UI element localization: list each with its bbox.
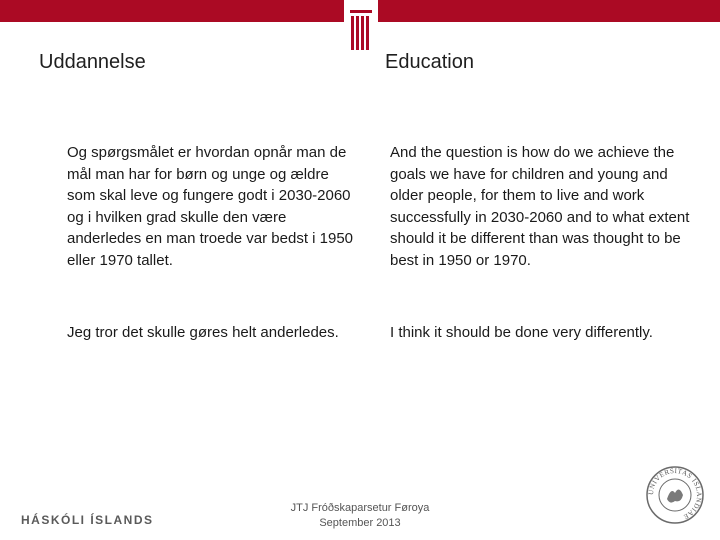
- university-emblem-icon: [344, 0, 378, 52]
- paragraph-danish-question: Og spørgsmålet er hvordan opnår man de mål man har for børn og unge og ældre som skal leve og fungere godt i 2030-2060 og i hvilken grad skulle den være anderledes en man troede var bedst i 1950 eller 1970 tallet.: [67, 144, 354, 269]
- footer-credit: [270, 501, 450, 531]
- paragraph-english-answer: I think it should be done very differently.: [390, 324, 653, 341]
- footer-line-date: September 2013: [319, 517, 401, 529]
- paragraph-english-question: And the question is how do we achieve the goals we have for children and young and older people, for them to live and work successfully in 2030-2060 and to what extent should it be different than was thought to be best in 1950 or 1970.: [390, 144, 690, 269]
- footer-line-author: JTJ Fróðskaparsetur Føroya: [290, 502, 430, 514]
- heading-english: Education: [385, 51, 474, 73]
- seal-text: UNIVERSITAS ISLANDIAE: [646, 466, 704, 522]
- heading-danish: Uddannelse: [39, 51, 146, 73]
- paragraph-danish-answer: Jeg tror det skulle gøres helt anderledes.: [67, 324, 339, 341]
- university-logo-text: HÁSKÓLI ÍSLANDS: [21, 513, 154, 527]
- university-seal-icon: [645, 465, 705, 525]
